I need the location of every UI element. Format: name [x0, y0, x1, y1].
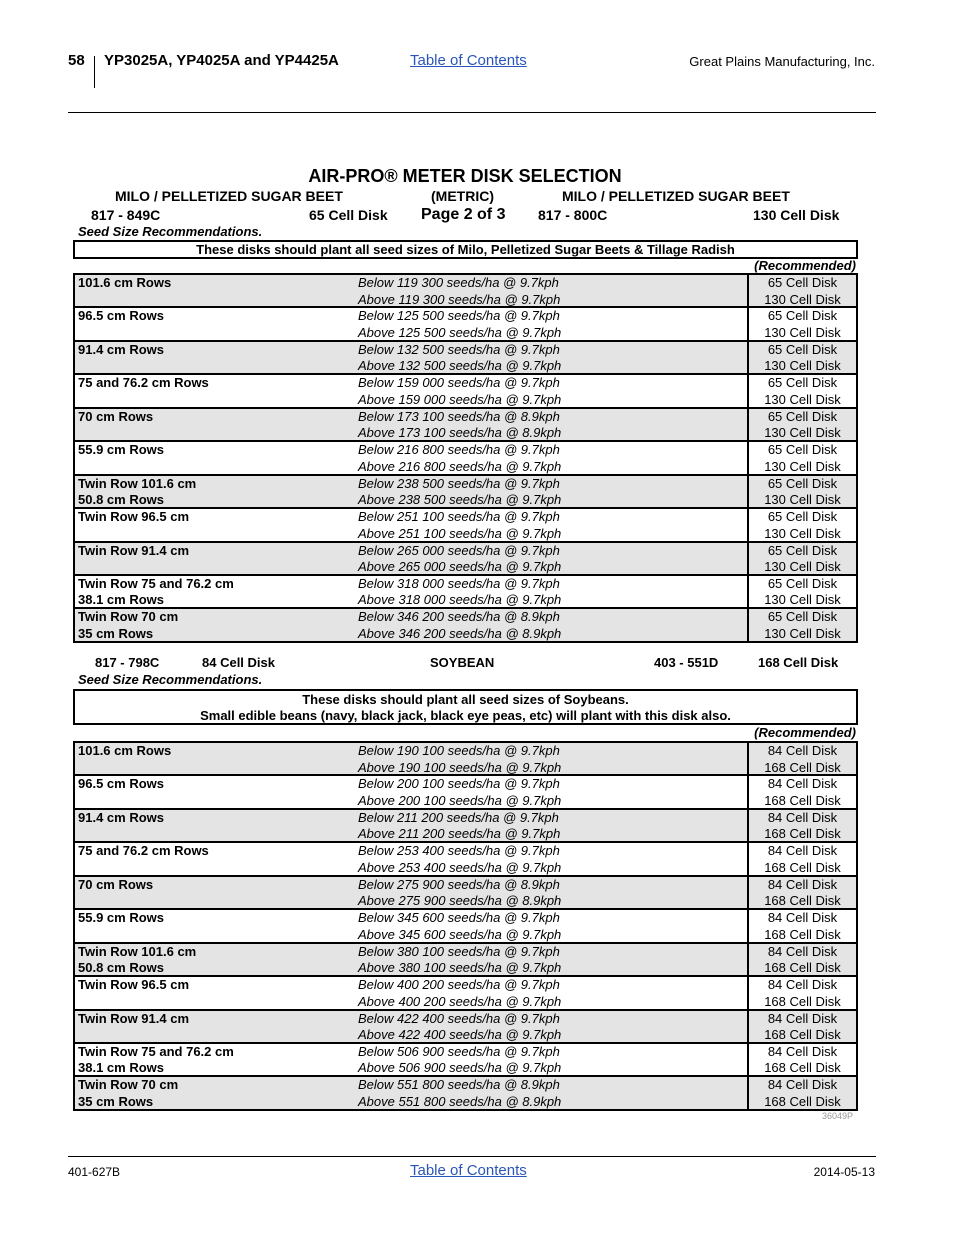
recommended-disks — [747, 275, 856, 306]
rate-above: Above 318 000 seeds/ha @ 9.7kph — [358, 592, 562, 608]
milo-crop-left: MILO / PELLETIZED SUGAR BEET — [115, 188, 343, 204]
rate-below: Below 380 100 seeds/ha @ 9.7kph — [358, 943, 560, 959]
disk-high: 168 Cell Disk — [764, 759, 841, 775]
table-row — [75, 810, 856, 843]
disk-low: 65 Cell Disk — [767, 475, 838, 491]
header-divider — [94, 56, 95, 88]
page-title: AIR-PRO® METER DISK SELECTION — [308, 166, 622, 186]
soy-part-right: 403 - 551D — [654, 655, 719, 670]
recommended-disks — [747, 509, 856, 540]
seeding-rates — [358, 1044, 561, 1077]
row-spacing-line: 50.8 cm Rows — [78, 960, 164, 976]
table-row — [75, 910, 856, 943]
rate-below: Below 119 300 seeds/ha @ 9.7kph — [358, 275, 559, 290]
rate-above: Above 238 500 seeds/ha @ 9.7kph — [358, 492, 562, 508]
soy-disk-left: 84 Cell Disk — [202, 655, 275, 670]
recommended-disks — [747, 576, 856, 607]
seeding-rates — [358, 275, 560, 308]
milo-part-left: 817 - 849C — [91, 207, 161, 223]
row-spacing-line: 38.1 cm Rows — [78, 1060, 164, 1076]
doc-number: 401-627B — [68, 1165, 121, 1179]
rate-above: Above 159 000 seeds/ha @ 9.7kph — [358, 391, 562, 407]
disk-high: 130 Cell Disk — [764, 458, 841, 474]
rate-below: Below 251 100 seeds/ha @ 9.7kph — [358, 509, 560, 525]
recommended-disks — [747, 1011, 856, 1042]
disk-low: 65 Cell Disk — [767, 308, 838, 324]
soy-note-line2: Small edible beans (navy, black jack, black eye peas, etc) will plant with this disk also. — [200, 708, 731, 723]
disk-low: 65 Cell Disk — [767, 542, 838, 558]
row-spacing-line: 75 and 76.2 cm Rows — [78, 843, 209, 859]
milo-table — [73, 273, 858, 643]
row-spacing-line: 96.5 cm Rows — [78, 776, 164, 792]
row-spacing-label — [78, 977, 189, 994]
seeding-rates — [358, 977, 561, 1010]
rate-above: Above 190 100 seeds/ha @ 9.7kph — [358, 759, 562, 775]
seeding-rates — [358, 442, 561, 475]
rate-above: Above 506 900 seeds/ha @ 9.7kph — [358, 1060, 562, 1076]
row-spacing-line: Twin Row 70 cm — [78, 609, 179, 625]
row-spacing-line: Twin Row 75 and 76.2 cm — [78, 575, 234, 591]
metric-label: (METRIC) — [431, 188, 494, 204]
rate-above: Above 200 100 seeds/ha @ 9.7kph — [358, 792, 562, 808]
seeding-rates — [358, 409, 561, 442]
disk-high: 130 Cell Disk — [764, 358, 841, 374]
disk-high: 168 Cell Disk — [764, 993, 841, 1009]
disk-high: 168 Cell Disk — [764, 1060, 841, 1076]
disk-high: 168 Cell Disk — [764, 826, 841, 842]
table-row — [75, 743, 856, 776]
seeding-rates — [358, 910, 561, 943]
recommended-disks — [747, 476, 856, 507]
rate-below: Below 265 000 seeds/ha @ 9.7kph — [358, 542, 560, 558]
row-spacing-label — [78, 342, 164, 359]
milo-note-text: These disks should plant all seed sizes of Milo, Pelletized Sugar Beets & Tillage Radish — [196, 242, 735, 257]
milo-recommended-label: (Recommended) — [754, 258, 856, 273]
table-row — [75, 442, 856, 475]
table-row — [75, 342, 856, 375]
seeding-rates — [358, 375, 561, 408]
rate-above: Above 346 200 seeds/ha @ 8.9kph — [358, 625, 562, 641]
disk-low: 84 Cell Disk — [767, 977, 838, 993]
soybean-table — [73, 741, 858, 1111]
row-spacing-line: 50.8 cm Rows — [78, 492, 164, 508]
rate-below: Below 275 900 seeds/ha @ 8.9kph — [358, 876, 560, 892]
milo-part-right: 817 - 800C — [538, 207, 608, 223]
seeding-rates — [358, 944, 561, 977]
row-spacing-label — [78, 442, 164, 459]
row-spacing-line: Twin Row 75 and 76.2 cm — [78, 1043, 234, 1059]
row-spacing-label — [78, 776, 164, 793]
rate-below: Below 346 200 seeds/ha @ 8.9kph — [358, 609, 560, 625]
row-spacing-label — [78, 944, 196, 977]
row-spacing-line: 101.6 cm Rows — [78, 275, 172, 290]
row-spacing-line: 35 cm Rows — [78, 1093, 154, 1109]
milo-seed-size-label: Seed Size Recommendations. — [78, 224, 263, 239]
rate-above: Above 380 100 seeds/ha @ 9.7kph — [358, 960, 562, 976]
disk-high: 130 Cell Disk — [764, 291, 841, 307]
seeding-rates — [358, 843, 561, 876]
table-row — [75, 375, 856, 408]
recommended-disks — [747, 609, 856, 640]
milo-disk-right: 130 Cell Disk — [753, 207, 840, 223]
row-spacing-label — [78, 877, 153, 894]
row-spacing-label — [78, 1077, 178, 1110]
row-spacing-line: Twin Row 101.6 cm — [78, 475, 197, 491]
row-spacing-label — [78, 810, 164, 827]
row-spacing-line: 70 cm Rows — [78, 408, 154, 424]
table-row — [75, 977, 856, 1010]
disk-high: 130 Cell Disk — [764, 391, 841, 407]
row-spacing-label — [78, 1011, 189, 1028]
soy-note — [73, 689, 858, 725]
row-spacing-label — [78, 509, 189, 526]
rate-above: Above 216 800 seeds/ha @ 9.7kph — [358, 458, 562, 474]
disk-low: 84 Cell Disk — [767, 876, 838, 892]
row-spacing-line: 55.9 cm Rows — [78, 910, 164, 926]
rate-above: Above 265 000 seeds/ha @ 9.7kph — [358, 559, 562, 574]
rate-below: Below 173 100 seeds/ha @ 8.9kph — [358, 408, 560, 424]
recommended-disks — [747, 308, 856, 339]
seeding-rates — [358, 776, 561, 809]
recommended-disks — [747, 442, 856, 473]
recommended-disks — [747, 810, 856, 841]
rate-below: Below 345 600 seeds/ha @ 9.7kph — [358, 910, 560, 926]
disk-high: 130 Cell Disk — [764, 324, 841, 340]
soy-seed-size-label: Seed Size Recommendations. — [78, 672, 263, 687]
table-row — [75, 609, 856, 642]
header-toc-link[interactable]: Table of Contents — [410, 52, 527, 69]
header-rule — [68, 112, 876, 113]
recommended-disks — [747, 543, 856, 574]
table-row — [75, 476, 856, 509]
table-row — [75, 275, 856, 308]
rate-above: Above 173 100 seeds/ha @ 8.9kph — [358, 425, 562, 441]
disk-low: 84 Cell Disk — [767, 809, 838, 825]
recommended-disks — [747, 1077, 856, 1108]
publish-date: 2014-05-13 — [813, 1165, 875, 1179]
recommended-disks — [747, 409, 856, 440]
table-row — [75, 843, 856, 876]
model-title: YP3025A, YP4025A and YP4425A — [104, 52, 339, 69]
disk-high: 130 Cell Disk — [764, 492, 841, 508]
recommended-disks — [747, 1044, 856, 1075]
disk-high: 130 Cell Disk — [764, 625, 841, 641]
disk-high: 168 Cell Disk — [764, 960, 841, 976]
recommended-disks — [747, 776, 856, 807]
rate-below: Below 318 000 seeds/ha @ 9.7kph — [358, 575, 560, 591]
disk-low: 84 Cell Disk — [767, 776, 838, 792]
row-spacing-label — [78, 1044, 234, 1077]
row-spacing-line: Twin Row 91.4 cm — [78, 1010, 190, 1026]
recommended-disks — [747, 843, 856, 874]
row-spacing-label — [78, 275, 171, 292]
row-spacing-line: 38.1 cm Rows — [78, 592, 164, 608]
row-spacing-label — [78, 843, 209, 860]
rate-below: Below 159 000 seeds/ha @ 9.7kph — [358, 375, 560, 391]
seeding-rates — [358, 476, 561, 509]
milo-note — [73, 240, 858, 259]
row-spacing-line: Twin Row 91.4 cm — [78, 542, 190, 558]
seeding-rates — [358, 1011, 561, 1044]
recommended-disks — [747, 743, 856, 774]
table-row — [75, 1044, 856, 1077]
seeding-rates — [358, 509, 561, 542]
recommended-disks — [747, 944, 856, 975]
disk-low: 65 Cell Disk — [767, 609, 838, 625]
disk-low: 65 Cell Disk — [767, 375, 838, 391]
row-spacing-line: Twin Row 101.6 cm — [78, 943, 197, 959]
figure-id: 36049P — [821, 1111, 853, 1121]
rate-above: Above 551 800 seeds/ha @ 8.9kph — [358, 1093, 562, 1109]
rate-above: Above 125 500 seeds/ha @ 9.7kph — [358, 324, 562, 340]
row-spacing-line: 96.5 cm Rows — [78, 308, 164, 324]
recommended-disks — [747, 342, 856, 373]
row-spacing-label — [78, 375, 209, 392]
row-spacing-line: 91.4 cm Rows — [78, 341, 164, 357]
row-spacing-line: 35 cm Rows — [78, 625, 154, 641]
table-row — [75, 877, 856, 910]
table-row — [75, 1077, 856, 1110]
disk-low: 84 Cell Disk — [767, 943, 838, 959]
footer-rule — [68, 1156, 876, 1157]
disk-low: 65 Cell Disk — [767, 408, 838, 424]
rate-below: Below 400 200 seeds/ha @ 9.7kph — [358, 977, 560, 993]
row-spacing-line: Twin Row 96.5 cm — [78, 977, 190, 993]
soy-crop: SOYBEAN — [430, 655, 495, 670]
disk-low: 65 Cell Disk — [767, 575, 838, 591]
soy-part-left: 817 - 798C — [95, 655, 160, 670]
rate-below: Below 216 800 seeds/ha @ 9.7kph — [358, 442, 560, 458]
table-row — [75, 576, 856, 609]
soy-disk-right: 168 Cell Disk — [758, 655, 839, 670]
rate-below: Below 211 200 seeds/ha @ 9.7kph — [358, 809, 559, 825]
row-spacing-line: 70 cm Rows — [78, 876, 154, 892]
rate-below: Below 551 800 seeds/ha @ 8.9kph — [358, 1077, 560, 1093]
table-row — [75, 409, 856, 442]
seeding-rates — [358, 1077, 561, 1110]
disk-low: 65 Cell Disk — [767, 275, 838, 290]
rate-above: Above 119 300 seeds/ha @ 9.7kph — [358, 291, 561, 307]
rate-above: Above 422 400 seeds/ha @ 9.7kph — [358, 1027, 562, 1042]
seeding-rates — [358, 342, 561, 375]
recommended-disks — [747, 977, 856, 1008]
table-row — [75, 1011, 856, 1044]
rate-below: Below 238 500 seeds/ha @ 9.7kph — [358, 475, 560, 491]
rate-above: Above 345 600 seeds/ha @ 9.7kph — [358, 926, 562, 942]
disk-low: 84 Cell Disk — [767, 1077, 838, 1093]
rate-above: Above 253 400 seeds/ha @ 9.7kph — [358, 859, 562, 875]
disk-high: 168 Cell Disk — [764, 792, 841, 808]
rate-below: Below 506 900 seeds/ha @ 9.7kph — [358, 1043, 560, 1059]
disk-low: 84 Cell Disk — [767, 843, 838, 859]
seeding-rates — [358, 743, 561, 776]
table-row — [75, 543, 856, 576]
disk-high: 168 Cell Disk — [764, 893, 841, 909]
row-spacing-line: Twin Row 96.5 cm — [78, 509, 190, 525]
disk-high: 168 Cell Disk — [764, 1093, 841, 1109]
table-row — [75, 944, 856, 977]
rate-below: Below 125 500 seeds/ha @ 9.7kph — [358, 308, 560, 324]
page-of-label: Page 2 of 3 — [421, 206, 506, 223]
page-number: 58 — [68, 52, 85, 69]
disk-high: 130 Cell Disk — [764, 592, 841, 608]
table-row — [75, 509, 856, 542]
row-spacing-label — [78, 576, 234, 609]
seeding-rates — [358, 576, 561, 609]
rate-above: Above 132 500 seeds/ha @ 9.7kph — [358, 358, 562, 374]
row-spacing-label — [78, 743, 171, 760]
row-spacing-line: 55.9 cm Rows — [78, 442, 164, 458]
disk-high: 168 Cell Disk — [764, 1027, 841, 1042]
rate-below: Below 253 400 seeds/ha @ 9.7kph — [358, 843, 560, 859]
recommended-disks — [747, 375, 856, 406]
seeding-rates — [358, 543, 561, 576]
rate-above: Above 275 900 seeds/ha @ 8.9kph — [358, 893, 562, 909]
row-spacing-label — [78, 409, 153, 426]
milo-disk-left: 65 Cell Disk — [309, 207, 388, 223]
rate-above: Above 251 100 seeds/ha @ 9.7kph — [358, 525, 562, 541]
rate-below: Below 200 100 seeds/ha @ 9.7kph — [358, 776, 560, 792]
row-spacing-label — [78, 543, 189, 560]
row-spacing-label — [78, 308, 164, 325]
disk-low: 65 Cell Disk — [767, 341, 838, 357]
footer-toc-link[interactable]: Table of Contents — [410, 1162, 527, 1179]
rate-below: Below 190 100 seeds/ha @ 9.7kph — [358, 743, 560, 758]
disk-low: 84 Cell Disk — [767, 743, 838, 758]
row-spacing-line: 101.6 cm Rows — [78, 743, 172, 758]
rate-below: Below 422 400 seeds/ha @ 9.7kph — [358, 1010, 560, 1026]
row-spacing-label — [78, 910, 164, 927]
table-row — [75, 308, 856, 341]
disk-low: 84 Cell Disk — [767, 1043, 838, 1059]
disk-high: 168 Cell Disk — [764, 926, 841, 942]
company-name: Great Plains Manufacturing, Inc. — [689, 54, 875, 69]
seeding-rates — [358, 810, 560, 843]
seeding-rates — [358, 877, 561, 910]
recommended-disks — [747, 910, 856, 941]
disk-low: 84 Cell Disk — [767, 1010, 838, 1026]
table-row — [75, 776, 856, 809]
disk-low: 65 Cell Disk — [767, 509, 838, 525]
disk-high: 130 Cell Disk — [764, 425, 841, 441]
recommended-disks — [747, 877, 856, 908]
row-spacing-line: 75 and 76.2 cm Rows — [78, 375, 209, 391]
row-spacing-line: Twin Row 70 cm — [78, 1077, 179, 1093]
disk-low: 84 Cell Disk — [767, 910, 838, 926]
seeding-rates — [358, 609, 561, 642]
rate-below: Below 132 500 seeds/ha @ 9.7kph — [358, 341, 560, 357]
milo-crop-right: MILO / PELLETIZED SUGAR BEET — [562, 188, 790, 204]
soy-note-line1: These disks should plant all seed sizes of Soybeans. — [302, 692, 629, 707]
rate-above: Above 400 200 seeds/ha @ 9.7kph — [358, 993, 562, 1009]
row-spacing-label — [78, 609, 178, 642]
disk-high: 130 Cell Disk — [764, 525, 841, 541]
disk-high: 130 Cell Disk — [764, 559, 841, 574]
row-spacing-label — [78, 476, 196, 509]
seeding-rates — [358, 308, 561, 341]
soy-recommended-label: (Recommended) — [754, 725, 856, 740]
disk-low: 65 Cell Disk — [767, 442, 838, 458]
rate-above: Above 211 200 seeds/ha @ 9.7kph — [358, 826, 561, 842]
disk-high: 168 Cell Disk — [764, 859, 841, 875]
row-spacing-line: 91.4 cm Rows — [78, 809, 164, 825]
